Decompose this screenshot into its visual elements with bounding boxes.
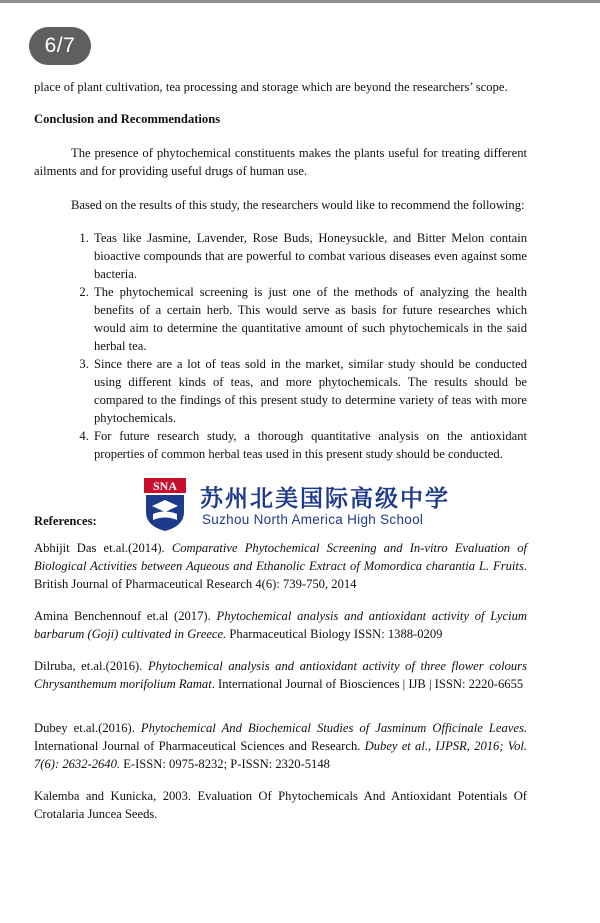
emblem-text: SNA: [152, 479, 178, 493]
page-indicator-badge[interactable]: 6/7: [29, 27, 91, 65]
references-header-row: [34, 476, 527, 536]
school-name-english: Suzhou North America High School: [202, 512, 424, 527]
paragraph-continuation: place of plant cultivation, tea processing and storage which are beyond the researchers’ scope.: [34, 80, 508, 94]
references-list: [34, 539, 527, 823]
section-heading: Conclusion and Recommendations: [34, 112, 221, 126]
reference-item: Abhijit Das et.al.(2014). Comparative Phytochemical Screening and In-vitro Evaluation of Biological Activities between Aqueous and Ethanolic Extract of Momordica charantia L. Fruits. British Journal of Pharmaceutical Research 4(6): 739-750, 2014: [34, 541, 528, 591]
paragraph-1: The presence of phytochemical constituents makes the plants useful for treating different ailments and for providing useful drugs of human use.: [34, 146, 527, 178]
list-item: 1. Teas like Jasmine, Lavender, Rose Buds, Honeysuckle, and Bitter Melon contain bioactive compounds that are powerful to combat various diseases even against some bacteria.: [92, 229, 527, 283]
school-logo-watermark: [144, 476, 450, 534]
list-item: 2. The phytochemical screening is just one of the methods of analyzing the health benefits of a certain herb. This would serve as basis for future researches which would aim to determine the quantitative amount of such phytochemicals in the said herbal tea.: [92, 283, 527, 355]
top-border: [0, 0, 600, 3]
reference-item: Kalemba and Kunicka, 2003. Evaluation Of Phytochemicals And Antioxidant Potentials Of Crotalaria Juncea Seeds.: [34, 789, 527, 821]
list-item: 3. Since there are a lot of teas sold in the market, similar study should be conducted using different kinds of teas, and more phytochemicals. The results should be compared to the findings of this present study to determine variety of teas with more phytochemicals.: [92, 355, 527, 427]
references-label: References:: [34, 514, 97, 528]
recommendations-list: [34, 229, 527, 463]
school-name-chinese: 苏州北美国际高级中学: [200, 486, 450, 512]
list-item: 4. For future research study, a thorough quantitative analysis on the antioxidant properties of common herbal teas used in this present study should be conducted.: [92, 427, 527, 463]
reference-item: Dubey et.al.(2016). Phytochemical And Biochemical Studies of Jasminum Officinale Leaves. International Journal of Pharmaceutical Sciences and Research. Dubey et al., IJPSR, 2016; Vol. 7(6): 2632-2640. E-ISSN: 0975-8232; P-ISSN: 2320-5148: [34, 721, 528, 771]
document-body: [34, 78, 527, 463]
reference-item: Amina Benchennouf et.al (2017). Phytochemical analysis and antioxidant activity of Lycium barbarum (Goji) cultivated in Greece. Pharmaceutical Biology ISSN: 1388-0209: [34, 609, 527, 641]
reference-item: Dilruba, et.al.(2016). Phytochemical analysis and antioxidant activity of three flower colours Chrysanthemum morifolium Ramat. International Journal of Biosciences | IJB | ISSN: 2220-6655: [34, 659, 527, 691]
paragraph-2: Based on the results of this study, the researchers would like to recommend the following:: [71, 198, 525, 212]
school-emblem-icon: [144, 478, 186, 532]
